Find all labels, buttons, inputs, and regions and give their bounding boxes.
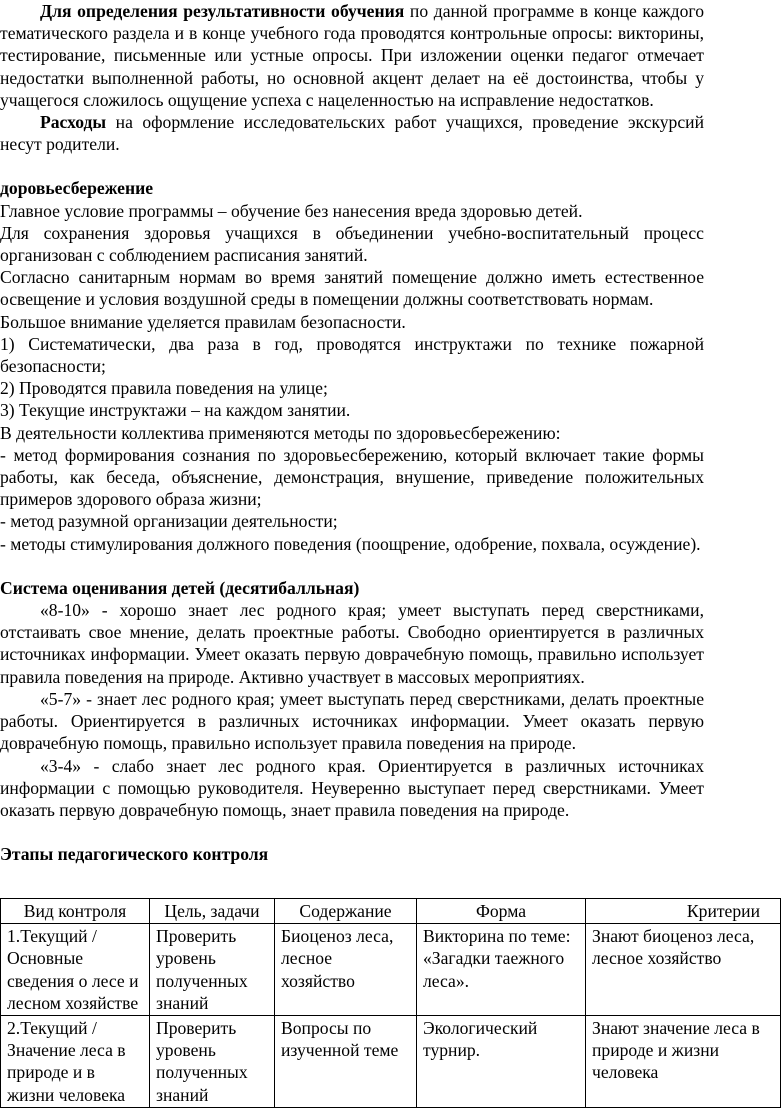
table-row xyxy=(1,924,781,1016)
control-table xyxy=(0,898,781,1108)
grade-8-10: «8-10» - хорошо знает лес родного края; умеет выступать перед сверстниками, отстаивать свое мнение, делать проектные работы. Свободно ориентируется в различных источниках информации. Умеет оказать первую доврачебную помощь, правильно использует правила поведения на природе. Активно участвует в массовых мероприятиях. xyxy=(0,600,704,687)
health-line: Для сохранения здоровья учащихся в объединении учебно-воспитательный процесс организован с соблюдением расписания занятий. xyxy=(0,222,704,266)
table-cell: 1.Текущий / Основные сведения о лесе и лесном хозяйстве xyxy=(1,924,150,1016)
table-header-row xyxy=(1,899,781,924)
results-lead: Для определения результативности обучения xyxy=(40,1,405,21)
grade-3-4: «3-4» - слабо знает лес родного края. Ориентируется в различных источниках информации с помощью руководителя. Неуверенно выступает перед сверстниками. Умеет оказать первую доврачебную помощь, знает правила поведения на природе. xyxy=(0,755,704,820)
results-text: по данной программе в конце каждого тематического раздела и в конце учебного года проводятся контрольные опросы: викторины, тестирование, письменные или устные опросы. При изложении оценки педагог отмечает недостатки выполненной работы, но основной акцент делает на её достоинства, чтобы у учащегося сложилось ощущение успеха с нацеленностью на исправление недостатков. xyxy=(0,1,705,110)
expenses-paragraph xyxy=(0,111,704,155)
table-cell: Экологический турнир. xyxy=(417,1016,586,1108)
table-cell: Знают значение леса в природе и жизни человека xyxy=(586,1016,781,1108)
health-line: Большое внимание уделяется правилам безопасности. xyxy=(0,311,406,332)
table-cell: Проверить уровень полученных знаний xyxy=(150,924,275,1016)
column-header: Форма xyxy=(417,899,586,924)
expenses-text: на оформление исследовательских работ учащихся, проведение экскурсий несут родители. xyxy=(0,112,704,155)
health-line: В деятельности коллектива применяются методы по здоровьесбережению: xyxy=(0,422,561,443)
table-cell: Вопросы по изученной теме xyxy=(275,1016,417,1108)
health-line: Согласно санитарным нормам во время занятий помещение должно иметь естественное освещение и условия воздушной среды в помещении должны соответствовать нормам. xyxy=(0,267,704,310)
column-header: Цель, задачи xyxy=(150,899,275,924)
health-line: Главное условие программы – обучение без нанесения вреда здоровью детей. xyxy=(0,200,583,221)
safety-item: 2) Проводятся правила поведения на улице; xyxy=(0,378,328,399)
grading-heading: Система оценивания детей (десятибалльная) xyxy=(0,577,360,598)
table-cell: 2.Текущий / Значение леса в природе и в жизни человека xyxy=(1,1016,150,1108)
expenses-lead: Расходы xyxy=(40,112,107,133)
column-header: Вид контроля xyxy=(1,899,150,924)
table-cell: Проверить уровень полученных знаний xyxy=(150,1016,275,1108)
table-cell: Биоценоз леса, лесное хозяйство xyxy=(275,924,417,1016)
table-cell: Знают биоценоз леса, лесное хозяйство xyxy=(586,924,781,1016)
safety-item: 1) Систематически, два раза в год, проводятся инструктажи по технике пожарной безопасности; xyxy=(0,333,704,377)
results-paragraph xyxy=(0,0,704,111)
health-heading: доровьесбережение xyxy=(0,178,154,199)
control-heading: Этапы педагогического контроля xyxy=(0,844,269,865)
column-header: Содержание xyxy=(275,899,417,924)
method-item: - метод разумной организации деятельности; xyxy=(0,511,338,532)
method-item: - метод формирования сознания по здоровьесбережению, который включает такие формы работы, как беседа, объяснение, демонстрация, внушение, приведение положительных примеров здорового образа жизни; xyxy=(0,444,704,510)
grade-5-7: «5-7» - знает лес родного края; умеет выступать перед сверстниками, делать проектные работы. Ориентируется в различных источниках информации. Умеет оказать первую доврачебную помощь, правильно использует правила поведения на природе. xyxy=(0,688,704,754)
method-item: - методы стимулирования должного поведения (поощрение, одобрение, похвала, осуждение). xyxy=(0,533,701,554)
safety-item: 3) Текущие инструктажи – на каждом занятии. xyxy=(0,400,351,421)
table-row xyxy=(1,1016,781,1108)
column-header: Критерии xyxy=(586,899,781,924)
table-cell: Викторина по теме: «Загадки таежного леса». xyxy=(417,924,586,1016)
